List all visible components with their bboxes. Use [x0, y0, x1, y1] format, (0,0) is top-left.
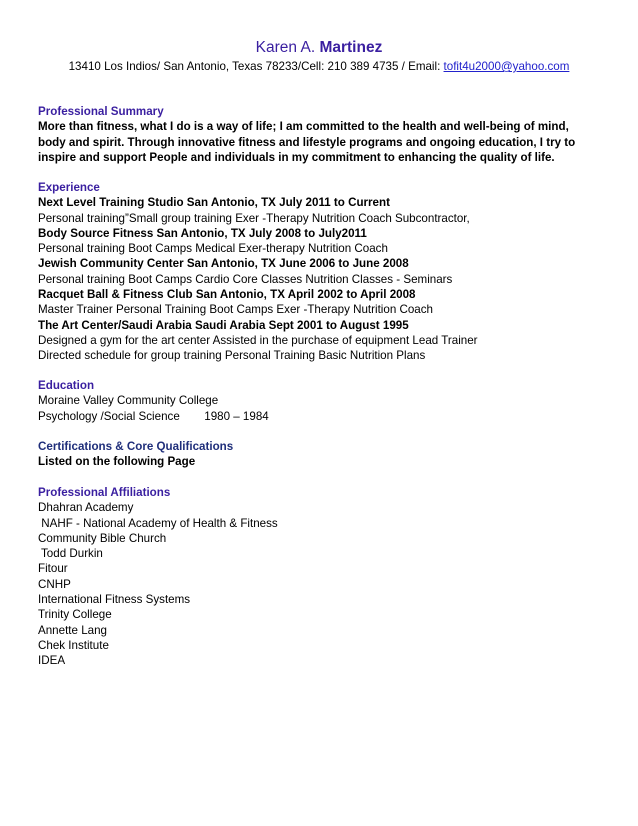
- affiliation-item: Dhahran Academy: [38, 501, 134, 515]
- certifications-note: Listed on the following Page: [38, 455, 196, 469]
- candidate-name: [0, 38, 638, 58]
- last-name: Martinez: [319, 39, 383, 56]
- contact-info: [0, 59, 638, 75]
- affiliation-item: Community Bible Church: [38, 531, 167, 545]
- education-field: Psychology /Social Science: [38, 409, 180, 423]
- job-title: Racquet Ball & Fitness Club San Antonio, TX April 2002 to April 2008: [38, 288, 416, 302]
- job-description: Personal training”Small group training Exer -Therapy Nutrition Coach Subcontractor,: [38, 211, 470, 225]
- affiliations-section: [38, 485, 613, 669]
- job-description: Directed schedule for group training Personal Training Basic Nutrition Plans: [38, 349, 426, 363]
- job-description: Designed a gym for the art center Assisted in the purchase of equipment Lead Trainer: [38, 333, 478, 347]
- summary-section: [38, 104, 613, 165]
- education-years: 1980 – 1984: [204, 409, 269, 423]
- certifications-heading: Certifications & Core Qualifications: [38, 440, 234, 453]
- affiliation-item: NAHF - National Academy of Health & Fitness: [38, 516, 278, 530]
- affiliation-item: International Fitness Systems: [38, 593, 191, 607]
- affiliations-heading: Professional Affiliations: [38, 486, 171, 499]
- affiliation-item: Todd Durkin: [38, 547, 103, 561]
- affiliation-item: Annette Lang: [38, 623, 107, 637]
- job-title: The Art Center/Saudi Arabia Saudi Arabia Sept 2001 to August 1995: [38, 318, 409, 332]
- first-name: Karen A.: [255, 39, 316, 56]
- education-detail: [38, 409, 613, 424]
- contact-text: 13410 Los Indios/ San Antonio, Texas 78233/Cell: 210 389 4735 / Email:: [68, 60, 444, 73]
- job-title: Jewish Community Center San Antonio, TX June 2006 to June 2008: [38, 257, 409, 271]
- affiliation-item: Trinity College: [38, 608, 112, 622]
- summary-line: body and spirit. Through innovative fitness and lifestyle programs and ongoing education, I try to: [38, 135, 576, 149]
- job-description: Personal training Boot Camps Cardio Core Classes Nutrition Classes - Seminars: [38, 272, 453, 286]
- affiliation-item: CNHP: [38, 577, 71, 591]
- summary-heading: Professional Summary: [38, 105, 164, 118]
- affiliation-item: Chek Institute: [38, 638, 109, 652]
- email-link[interactable]: tofit4u2000@yahoo.com: [443, 60, 570, 73]
- education-heading: Education: [38, 379, 95, 392]
- job-description: Personal training Boot Camps Medical Exer-therapy Nutrition Coach: [38, 242, 388, 256]
- job-title: Next Level Training Studio San Antonio, TX July 2011 to Current: [38, 196, 390, 210]
- job-description: Master Trainer Personal Training Boot Camps Exer -Therapy Nutrition Coach: [38, 303, 433, 317]
- education-section: [38, 378, 613, 424]
- summary-line: inspire and support People and individuals in my commitment to enhancing the quality of life.: [38, 150, 555, 164]
- certifications-section: [38, 439, 613, 470]
- education-school: Moraine Valley Community College: [38, 394, 219, 408]
- experience-heading: Experience: [38, 181, 100, 194]
- experience-section: [38, 180, 613, 364]
- job-title: Body Source Fitness San Antonio, TX July 2008 to July2011: [38, 226, 367, 240]
- affiliation-item: IDEA: [38, 654, 66, 668]
- affiliation-item: Fitour: [38, 562, 68, 576]
- summary-line: More than fitness, what I do is a way of life; I am committed to the health and well-being of mind,: [38, 120, 569, 134]
